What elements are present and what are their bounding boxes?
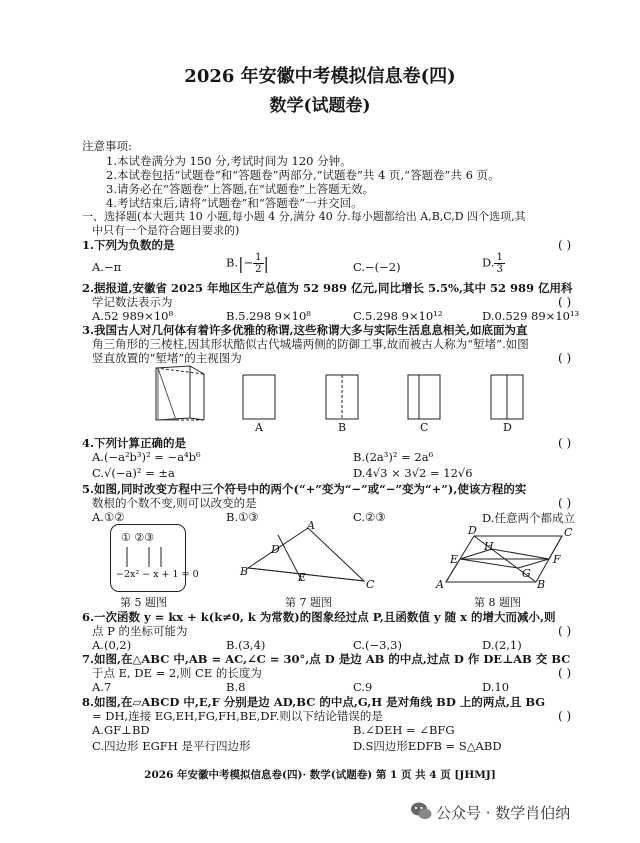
fig5-caption: 第 5 题图: [120, 596, 167, 609]
q3-option-a-view: [242, 374, 278, 422]
fig7-label-c: C: [366, 578, 375, 591]
q4-stem: 4.下列计算正确的是: [82, 436, 187, 450]
q5-option-d: D.任意两个都成立: [482, 511, 575, 525]
q8-option-c: C.四边形 EGFH 是平行四边形: [92, 739, 251, 753]
q3-stem: 3.我国古人对几何体有着许多优雅的称谓,这些称谓大多与实际生活息息相关,如底面为直: [82, 323, 528, 337]
q1-option-b: B.|− $\frac{1}{2}$ |: [226, 252, 269, 275]
q3-answer-paren: ( ): [558, 351, 572, 365]
fig8-label-g: G: [522, 567, 531, 580]
note-item: 1.本试卷满分为 150 分,考试时间为 120 分钟。: [106, 154, 352, 168]
q6-stem: 6.一次函数 y = kx + k(k≠0, k 为常数)的图象经过点 P,且函数值 y 随 x 的增大而减小,则: [82, 610, 556, 624]
q8-stem: 8.如图,在▱ABCD 中,E,F 分别是边 AD,BC 的中点,G,H 是对角线 BD 上的两点,且 BG: [82, 695, 546, 709]
q5-option-c: C.②③: [353, 510, 386, 524]
fig8-parallelogram-figure: [440, 528, 568, 588]
q7-stem: 7.如图,在△ABC 中,AB = AC,∠C = 30°,点 D 是边 AB 的中点,过点 D 作 DE⊥AB 交 BC: [82, 652, 571, 666]
fig8-label-h: H: [484, 540, 494, 553]
q7-stem-cont: 于点 E, DE = 2,则 CE 的长度为: [92, 666, 262, 680]
q1-stem: 1.下列为负数的是: [82, 238, 175, 252]
q7-option-b: B.8: [226, 680, 246, 694]
note-item: 4.考试结束后,请将“试题卷”和“答题卷”一并交回。: [106, 196, 363, 210]
q6-option-a: A.(0,2): [92, 638, 132, 652]
q7-option-a: A.7: [92, 680, 112, 694]
section-heading: 一、选择题(本大题共 10 小题,每小题 4 分,满分 40 分.每小题都给出 A,B,C,D 四个选项,其: [82, 210, 526, 223]
q3-option-b-view: [325, 374, 361, 422]
q6-option-b: B.(3,4): [226, 638, 266, 652]
q1-answer-paren: ( ): [558, 238, 572, 252]
q2-option-a: A.52 989×10⁸: [92, 309, 174, 323]
page-title: 2026 年安徽中考模拟信息卷(四): [184, 66, 456, 87]
fig8-label-f: F: [553, 553, 561, 566]
fig5-equation: −2x² − x + 1 = 0: [116, 569, 199, 580]
fig8-label-b: B: [537, 578, 546, 591]
fig8-label-a: A: [436, 578, 444, 591]
q5-answer-paren: ( ): [558, 496, 572, 510]
q3-prism-figure: [150, 360, 210, 426]
page-footer: 2026 年安徽中考模拟信息卷(四)· 数学(试题卷) 第 1 页 共 4 页 [JHMJ]: [144, 769, 496, 781]
fig7-label-e: E: [298, 571, 307, 584]
section-heading-cont: 中只有一个是符合题目要求的): [92, 224, 240, 237]
q8-option-a: A.GF⊥BD: [92, 723, 150, 737]
q3-stem-cont: 角三角形的三棱柱,因其形状酷似古代城墙两侧的防御工事,故而被古人称为“堑堵”.如图: [92, 337, 529, 351]
fig5-arrows: [111, 525, 185, 591]
q7-option-d: D.10: [482, 680, 510, 694]
q2-answer-paren: ( ): [558, 295, 572, 309]
q1-option-c: C.−(−2): [353, 260, 401, 274]
fig8-label-d: D: [468, 524, 477, 537]
q7-option-c: C.9: [353, 680, 373, 694]
q3-option-d-view: [490, 374, 526, 422]
q6-option-c: C.(−3,3): [353, 638, 402, 652]
note-item: 2.本试卷包括“试题卷”和“答题卷”两部分,“试题卷”共 4 页,“答题卷”共 6 页。: [106, 168, 500, 182]
fig8-label-e: E: [450, 553, 459, 566]
fig7-label-d: D: [271, 543, 280, 556]
q4-answer-paren: ( ): [558, 436, 572, 450]
q8-option-d: D.S四边形EDFB = S△ABD: [353, 739, 502, 753]
q2-option-b: B.5.298 9×10⁸: [226, 309, 311, 323]
q2-option-d: D.0.529 89×10¹³: [482, 309, 580, 323]
page-subtitle: 数学(试题卷): [269, 96, 371, 116]
watermark-text: 公众号 · 数学肖伯纳: [436, 804, 571, 822]
wechat-icon: [410, 800, 432, 822]
q2-option-c: C.5.298 9×10¹²: [353, 309, 443, 323]
q3-option-c-view: [407, 374, 443, 422]
q6-option-d: D.(2,1): [482, 638, 522, 652]
q4-option-d: D.4√3 × 3√2 = 12√6: [353, 466, 473, 480]
q1-option-d: D. $\frac{1}{3}$: [482, 252, 503, 275]
fig7-label-a: A: [307, 519, 315, 532]
fig7-caption: 第 7 题图: [285, 596, 332, 609]
note-item: 3.请务必在“答题卷”上答题,在“试题卷”上答题无效。: [106, 182, 375, 196]
q4-option-b: B.(2a³)² = 2a⁶: [353, 450, 434, 464]
notes-heading: 注意事项:: [82, 139, 132, 153]
q4-option-c: C.√(−a)² = ±a: [92, 466, 175, 480]
q6-stem-cont: 点 P 的坐标可能为: [92, 624, 188, 638]
q6-answer-paren: ( ): [558, 624, 572, 638]
q8-answer-paren: ( ): [558, 709, 572, 723]
q5-option-b: B.①③: [226, 510, 259, 524]
fig5-box: [110, 524, 199, 592]
q4-option-a: A.(−a²b³)² = −a⁴b⁶: [92, 450, 201, 464]
q3-label-a: A: [255, 421, 263, 434]
q3-label-c: C: [420, 421, 429, 434]
q1-option-a: A.−π: [92, 260, 122, 274]
fig8-caption: 第 8 题图: [474, 596, 521, 609]
q5-option-a: A.①②: [92, 510, 125, 524]
q7-answer-paren: ( ): [558, 666, 572, 680]
q8-option-b: B.∠DEH = ∠BFG: [353, 723, 455, 737]
fig7-label-b: B: [240, 565, 249, 578]
fig8-label-c: C: [564, 526, 573, 539]
q5-stem: 5.如图,同时改变方程中三个符号中的两个(“+”变为“−”或“−”变为“+”),使该方程的实: [82, 482, 527, 496]
q3-stem-cont: 竖直放置的“堑堵”的主视图为: [92, 351, 242, 365]
q5-stem-cont: 数根的个数不变,则可以改变的是: [92, 496, 257, 510]
q2-stem: 2.据报道,安徽省 2025 年地区生产总值为 52 989 亿元,同比增长 5.5%,其中 52 989 亿用科: [82, 281, 573, 295]
q3-label-d: D: [503, 421, 512, 434]
q8-stem-cont: = DH,连接 EG,EH,FG,FH,BE,DF.则以下结论错误的是: [92, 709, 383, 723]
q2-stem-cont: 学记数法表示为: [92, 295, 173, 309]
fig5-circle-marks: ① ②③: [121, 531, 155, 544]
q3-label-b: B: [338, 421, 347, 434]
